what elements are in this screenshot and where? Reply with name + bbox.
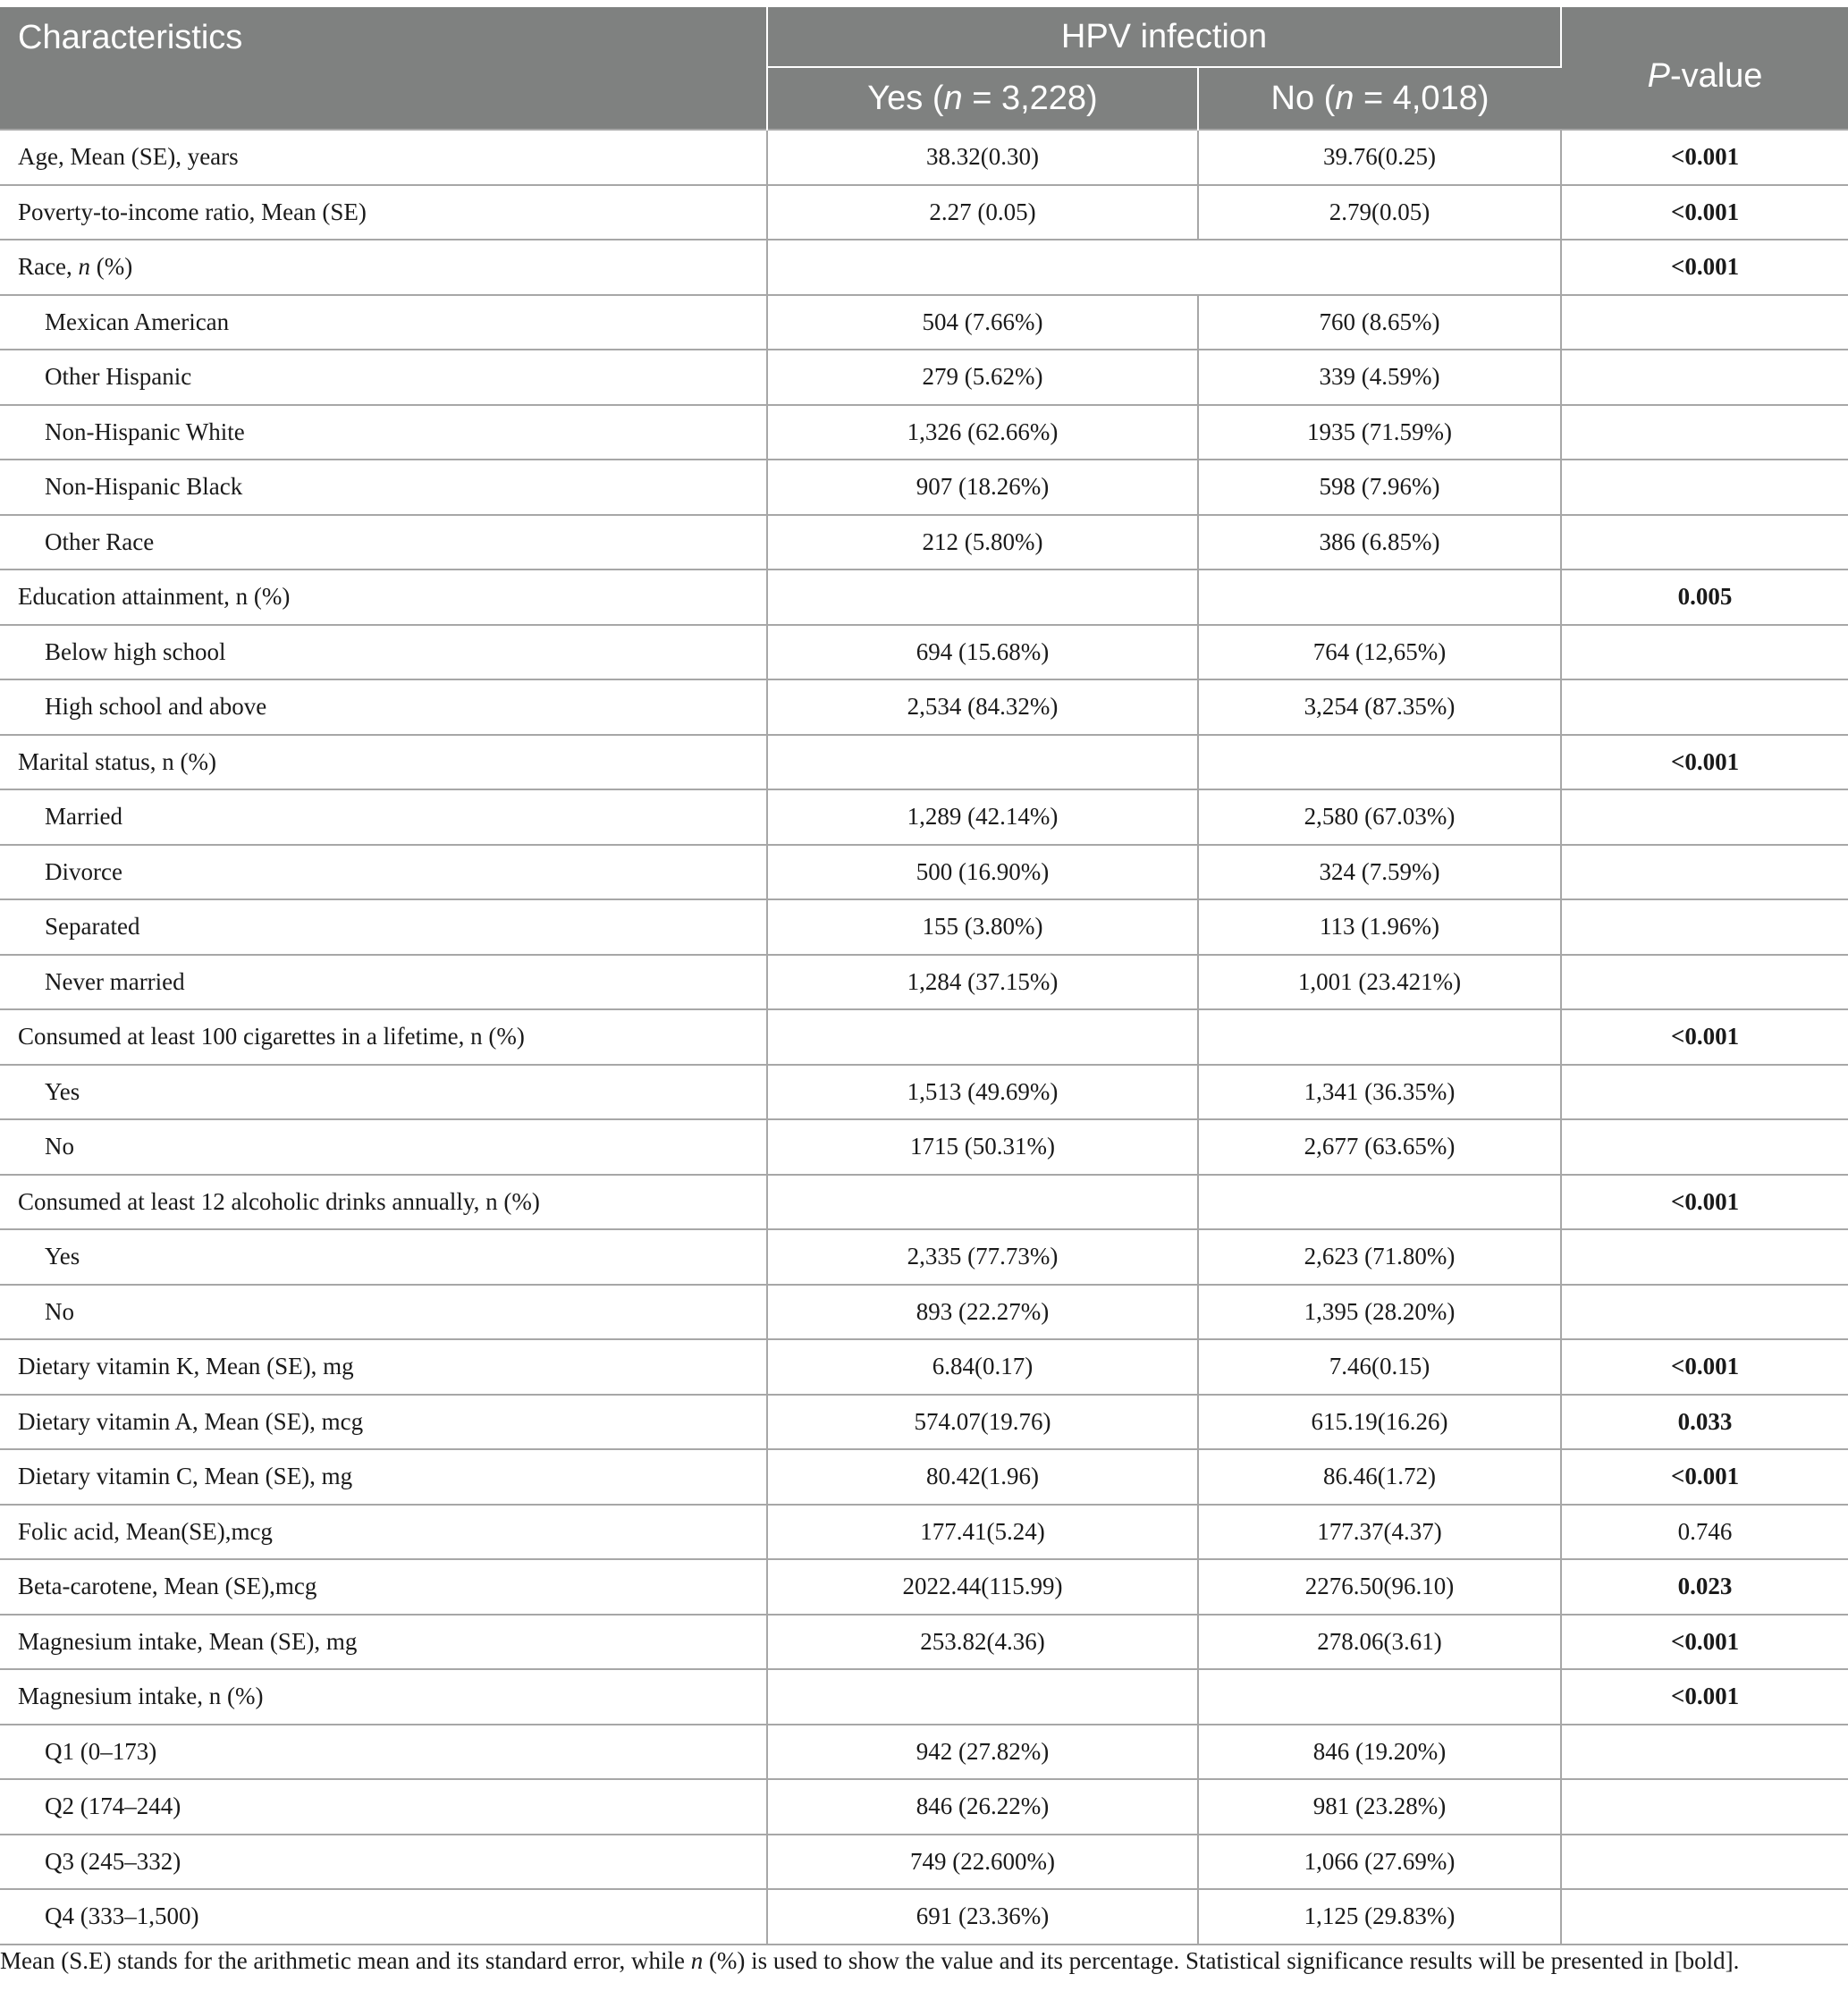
table-row bbox=[0, 735, 1848, 790]
cell-p-value bbox=[1561, 515, 1848, 570]
cell-hpv-no: 7.46(0.15) bbox=[1198, 1339, 1561, 1395]
table-row bbox=[0, 240, 1848, 295]
cell-hpv-no: 981 (23.28%) bbox=[1198, 1779, 1561, 1835]
table-row bbox=[0, 1449, 1848, 1505]
row-label: Consumed at least 100 cigarettes in a lifetime, n (%) bbox=[0, 1009, 767, 1065]
cell-hpv-yes: 504 (7.66%) bbox=[767, 295, 1198, 350]
cell-p-value bbox=[1561, 899, 1848, 955]
cell-p-value: <0.001 bbox=[1561, 735, 1848, 790]
cell-hpv-yes: 691 (23.36%) bbox=[767, 1889, 1198, 1945]
table-row bbox=[0, 679, 1848, 735]
cell-hpv-yes: 846 (26.22%) bbox=[767, 1779, 1198, 1835]
table-row bbox=[0, 845, 1848, 900]
cell-hpv-no: 39.76(0.25) bbox=[1198, 130, 1561, 185]
cell-hpv-yes: 1,289 (42.14%) bbox=[767, 789, 1198, 845]
row-label: Magnesium intake, Mean (SE), mg bbox=[0, 1615, 767, 1670]
table-row bbox=[0, 460, 1848, 515]
cell-hpv-no: 177.37(4.37) bbox=[1198, 1505, 1561, 1560]
cell-hpv-yes: 1,284 (37.15%) bbox=[767, 955, 1198, 1010]
cell-hpv-yes: 694 (15.68%) bbox=[767, 625, 1198, 680]
table-row bbox=[0, 789, 1848, 845]
cell-p-value bbox=[1561, 1725, 1848, 1780]
cell-p-value: <0.001 bbox=[1561, 1615, 1848, 1670]
table-row bbox=[0, 1889, 1848, 1945]
cell-hpv-yes: 1715 (50.31%) bbox=[767, 1119, 1198, 1175]
cell-hpv-yes: 500 (16.90%) bbox=[767, 845, 1198, 900]
cell-p-value bbox=[1561, 1285, 1848, 1340]
row-label: Marital status, n (%) bbox=[0, 735, 767, 790]
cell-hpv-no: 598 (7.96%) bbox=[1198, 460, 1561, 515]
cell-hpv-yes: 2022.44(115.99) bbox=[767, 1559, 1198, 1615]
cell-p-value: 0.005 bbox=[1561, 569, 1848, 625]
cell-hpv-yes: 38.32(0.30) bbox=[767, 130, 1198, 185]
cell-hpv-yes: 177.41(5.24) bbox=[767, 1505, 1198, 1560]
cell-hpv-no: 1,395 (28.20%) bbox=[1198, 1285, 1561, 1340]
cell-hpv-yes: 2.27 (0.05) bbox=[767, 185, 1198, 240]
cell-hpv-no: 2,580 (67.03%) bbox=[1198, 789, 1561, 845]
table-row bbox=[0, 295, 1848, 350]
table-body bbox=[0, 130, 1848, 1945]
cell-p-value: <0.001 bbox=[1561, 1449, 1848, 1505]
cell-p-value: 0.033 bbox=[1561, 1395, 1848, 1450]
cell-hpv-yes: 942 (27.82%) bbox=[767, 1725, 1198, 1780]
row-label: Married bbox=[0, 789, 767, 845]
cell-hpv-no: 760 (8.65%) bbox=[1198, 295, 1561, 350]
cell-hpv-no: 1,125 (29.83%) bbox=[1198, 1889, 1561, 1945]
row-label: Q4 (333–1,500) bbox=[0, 1889, 767, 1945]
cell-hpv-yes bbox=[767, 1009, 1198, 1065]
cell-hpv-no: 1,001 (23.421%) bbox=[1198, 955, 1561, 1010]
cell-p-value: <0.001 bbox=[1561, 1339, 1848, 1395]
row-label: No bbox=[0, 1285, 767, 1340]
cell-p-value bbox=[1561, 405, 1848, 460]
cell-hpv-yes: 574.07(19.76) bbox=[767, 1395, 1198, 1450]
cell-hpv-no: 339 (4.59%) bbox=[1198, 350, 1561, 405]
header-characteristics: Characteristics bbox=[0, 7, 767, 130]
cell-p-value: <0.001 bbox=[1561, 1669, 1848, 1725]
header-yes: Yes (n = 3,228) bbox=[767, 67, 1198, 130]
cell-hpv-yes: 893 (22.27%) bbox=[767, 1285, 1198, 1340]
cell-hpv-no: 86.46(1.72) bbox=[1198, 1449, 1561, 1505]
cell-hpv-no: 386 (6.85%) bbox=[1198, 515, 1561, 570]
table-header bbox=[0, 7, 1848, 130]
cell-hpv-yes: 2,534 (84.32%) bbox=[767, 679, 1198, 735]
table-container bbox=[0, 7, 1848, 1945]
row-label: Yes bbox=[0, 1065, 767, 1120]
row-label: Dietary vitamin K, Mean (SE), mg bbox=[0, 1339, 767, 1395]
cell-hpv-no: 764 (12,65%) bbox=[1198, 625, 1561, 680]
cell-hpv-yes: 907 (18.26%) bbox=[767, 460, 1198, 515]
cell-hpv-no bbox=[1198, 1009, 1561, 1065]
cell-hpv-yes: 6.84(0.17) bbox=[767, 1339, 1198, 1395]
cell-hpv-yes bbox=[767, 1669, 1198, 1725]
table-row bbox=[0, 515, 1848, 570]
cell-hpv-yes bbox=[767, 1175, 1198, 1230]
table-row bbox=[0, 569, 1848, 625]
cell-p-value bbox=[1561, 1065, 1848, 1120]
row-label: Other Hispanic bbox=[0, 350, 767, 405]
cell-hpv-no: 324 (7.59%) bbox=[1198, 845, 1561, 900]
header-no: No (n = 4,018) bbox=[1198, 67, 1561, 130]
cell-p-value bbox=[1561, 1889, 1848, 1945]
cell-hpv-yes bbox=[767, 735, 1198, 790]
table-row bbox=[0, 405, 1848, 460]
row-label: Separated bbox=[0, 899, 767, 955]
cell-p-value bbox=[1561, 955, 1848, 1010]
row-label: Dietary vitamin A, Mean (SE), mcg bbox=[0, 1395, 767, 1450]
cell-p-value: <0.001 bbox=[1561, 130, 1848, 185]
cell-p-value: <0.001 bbox=[1561, 185, 1848, 240]
cell-hpv-no: 278.06(3.61) bbox=[1198, 1615, 1561, 1670]
row-label: Non-Hispanic Black bbox=[0, 460, 767, 515]
cell-p-value bbox=[1561, 1779, 1848, 1835]
table-row bbox=[0, 899, 1848, 955]
cell-hpv-yes: 1,513 (49.69%) bbox=[767, 1065, 1198, 1120]
cell-p-value: 0.023 bbox=[1561, 1559, 1848, 1615]
row-label: High school and above bbox=[0, 679, 767, 735]
cell-hpv-merged bbox=[767, 240, 1561, 295]
cell-p-value bbox=[1561, 1835, 1848, 1890]
table-row bbox=[0, 1009, 1848, 1065]
header-hpv-infection: HPV infection bbox=[767, 7, 1561, 67]
table-row bbox=[0, 625, 1848, 680]
cell-hpv-yes: 1,326 (62.66%) bbox=[767, 405, 1198, 460]
cell-p-value: <0.001 bbox=[1561, 1175, 1848, 1230]
cell-p-value: <0.001 bbox=[1561, 1009, 1848, 1065]
cell-hpv-yes: 279 (5.62%) bbox=[767, 350, 1198, 405]
row-label: Q3 (245–332) bbox=[0, 1835, 767, 1890]
row-label: Below high school bbox=[0, 625, 767, 680]
cell-p-value bbox=[1561, 350, 1848, 405]
row-label: Folic acid, Mean(SE),mcg bbox=[0, 1505, 767, 1560]
row-label: Never married bbox=[0, 955, 767, 1010]
cell-hpv-no bbox=[1198, 1175, 1561, 1230]
cell-hpv-no bbox=[1198, 569, 1561, 625]
cell-hpv-no: 2276.50(96.10) bbox=[1198, 1559, 1561, 1615]
row-label: Q1 (0–173) bbox=[0, 1725, 767, 1780]
table-row bbox=[0, 1339, 1848, 1395]
table-row bbox=[0, 1229, 1848, 1285]
row-label: Q2 (174–244) bbox=[0, 1779, 767, 1835]
table-row bbox=[0, 1395, 1848, 1450]
table-row bbox=[0, 1175, 1848, 1230]
cell-hpv-no bbox=[1198, 1669, 1561, 1725]
row-label: Age, Mean (SE), years bbox=[0, 130, 767, 185]
table-row bbox=[0, 350, 1848, 405]
cell-p-value bbox=[1561, 1229, 1848, 1285]
row-label: Dietary vitamin C, Mean (SE), mg bbox=[0, 1449, 767, 1505]
cell-hpv-no bbox=[1198, 735, 1561, 790]
cell-hpv-yes: 2,335 (77.73%) bbox=[767, 1229, 1198, 1285]
cell-hpv-yes: 155 (3.80%) bbox=[767, 899, 1198, 955]
table-footnote: Mean (S.E) stands for the arithmetic mean and its standard error, while n (%) is used to show the value and its percentage. Statistical significance results will be presented in [bold]. bbox=[0, 1947, 1740, 1974]
row-label: Beta-carotene, Mean (SE),mcg bbox=[0, 1559, 767, 1615]
cell-p-value bbox=[1561, 845, 1848, 900]
table-row bbox=[0, 1669, 1848, 1725]
cell-p-value bbox=[1561, 679, 1848, 735]
cell-p-value bbox=[1561, 460, 1848, 515]
row-label: Consumed at least 12 alcoholic drinks annually, n (%) bbox=[0, 1175, 767, 1230]
cell-hpv-no: 1,341 (36.35%) bbox=[1198, 1065, 1561, 1120]
cell-hpv-no: 2,623 (71.80%) bbox=[1198, 1229, 1561, 1285]
table-row bbox=[0, 1559, 1848, 1615]
row-label: Education attainment, n (%) bbox=[0, 569, 767, 625]
table-row bbox=[0, 1505, 1848, 1560]
row-label: Magnesium intake, n (%) bbox=[0, 1669, 767, 1725]
cell-p-value: <0.001 bbox=[1561, 240, 1848, 295]
cell-hpv-yes: 80.42(1.96) bbox=[767, 1449, 1198, 1505]
cell-hpv-no: 615.19(16.26) bbox=[1198, 1395, 1561, 1450]
cell-hpv-no: 1935 (71.59%) bbox=[1198, 405, 1561, 460]
header-p-value: P-value bbox=[1561, 7, 1848, 130]
cell-hpv-yes: 749 (22.600%) bbox=[767, 1835, 1198, 1890]
cell-hpv-no: 846 (19.20%) bbox=[1198, 1725, 1561, 1780]
row-label: Race, n (%) bbox=[0, 240, 767, 295]
cell-hpv-no: 2,677 (63.65%) bbox=[1198, 1119, 1561, 1175]
cell-hpv-no: 113 (1.96%) bbox=[1198, 899, 1561, 955]
cell-hpv-yes: 253.82(4.36) bbox=[767, 1615, 1198, 1670]
table-row bbox=[0, 130, 1848, 185]
cell-p-value bbox=[1561, 1119, 1848, 1175]
cell-p-value: 0.746 bbox=[1561, 1505, 1848, 1560]
characteristics-table bbox=[0, 7, 1848, 1945]
table-row bbox=[0, 1779, 1848, 1835]
table-row bbox=[0, 1065, 1848, 1120]
cell-hpv-yes bbox=[767, 569, 1198, 625]
table-row bbox=[0, 1285, 1848, 1340]
table-row bbox=[0, 1725, 1848, 1780]
row-label: Mexican American bbox=[0, 295, 767, 350]
row-label: Poverty-to-income ratio, Mean (SE) bbox=[0, 185, 767, 240]
row-label: Yes bbox=[0, 1229, 767, 1285]
table-row bbox=[0, 1119, 1848, 1175]
cell-hpv-no: 2.79(0.05) bbox=[1198, 185, 1561, 240]
row-label: Divorce bbox=[0, 845, 767, 900]
table-row bbox=[0, 1835, 1848, 1890]
cell-hpv-no: 3,254 (87.35%) bbox=[1198, 679, 1561, 735]
row-label: Other Race bbox=[0, 515, 767, 570]
row-label: Non-Hispanic White bbox=[0, 405, 767, 460]
row-label: No bbox=[0, 1119, 767, 1175]
cell-hpv-no: 1,066 (27.69%) bbox=[1198, 1835, 1561, 1890]
cell-hpv-yes: 212 (5.80%) bbox=[767, 515, 1198, 570]
table-row bbox=[0, 1615, 1848, 1670]
table-row bbox=[0, 185, 1848, 240]
cell-p-value bbox=[1561, 789, 1848, 845]
cell-p-value bbox=[1561, 625, 1848, 680]
table-row bbox=[0, 955, 1848, 1010]
cell-p-value bbox=[1561, 295, 1848, 350]
